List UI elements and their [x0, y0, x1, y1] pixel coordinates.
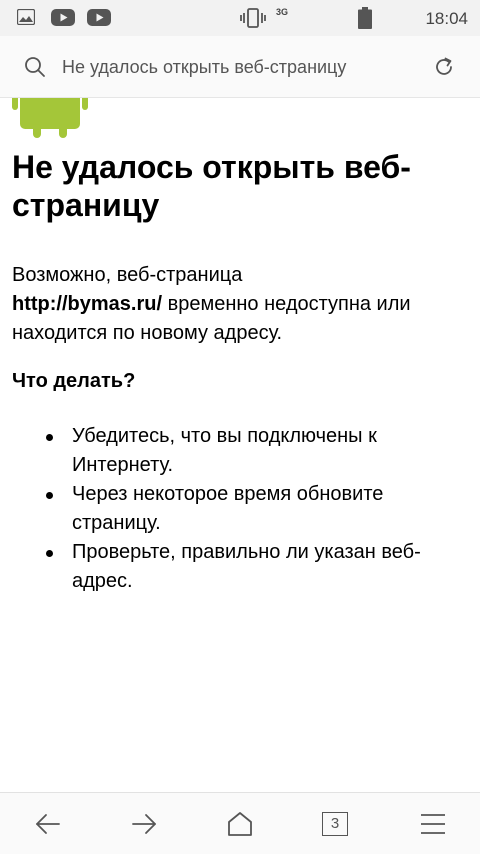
tips-list [72, 422, 472, 596]
description-prefix: Возможно, веб-страница [12, 264, 243, 286]
network-type: 3G [276, 7, 289, 17]
address-text[interactable]: Не удалось открыть веб-страницу [62, 57, 347, 77]
description-suffix: временно недоступна или находится по новому адресу. [12, 293, 411, 344]
android-robot-icon [12, 98, 88, 138]
youtube-icon [51, 9, 75, 26]
list-item: Убедитесь, что вы подключены к Интернету. [72, 422, 472, 480]
status-bar [0, 0, 480, 36]
reload-icon[interactable] [432, 55, 456, 79]
error-description [12, 261, 472, 348]
list-item: Проверьте, правильно ли указан веб-адрес. [72, 538, 472, 596]
home-icon[interactable] [226, 810, 254, 838]
back-icon[interactable] [34, 810, 62, 838]
search-icon[interactable] [24, 56, 46, 78]
menu-icon[interactable] [419, 810, 447, 838]
address-bar[interactable] [0, 36, 480, 98]
what-to-do-heading: Что делать? [12, 370, 136, 392]
clock: 18:04 [425, 9, 468, 28]
battery-icon [358, 7, 372, 29]
list-item: Через некоторое время обновите страницу. [72, 480, 472, 538]
error-page [0, 98, 480, 792]
bottom-toolbar [0, 792, 480, 854]
page-title: Не удалось открыть веб-страницу [12, 149, 411, 223]
gallery-icon [17, 9, 35, 25]
vibrate-icon [240, 8, 266, 28]
forward-icon[interactable] [130, 810, 158, 838]
tabs-button[interactable]: 3 [322, 812, 348, 836]
failed-url: http://bymas.ru/ [12, 293, 163, 315]
youtube-icon [87, 9, 111, 26]
